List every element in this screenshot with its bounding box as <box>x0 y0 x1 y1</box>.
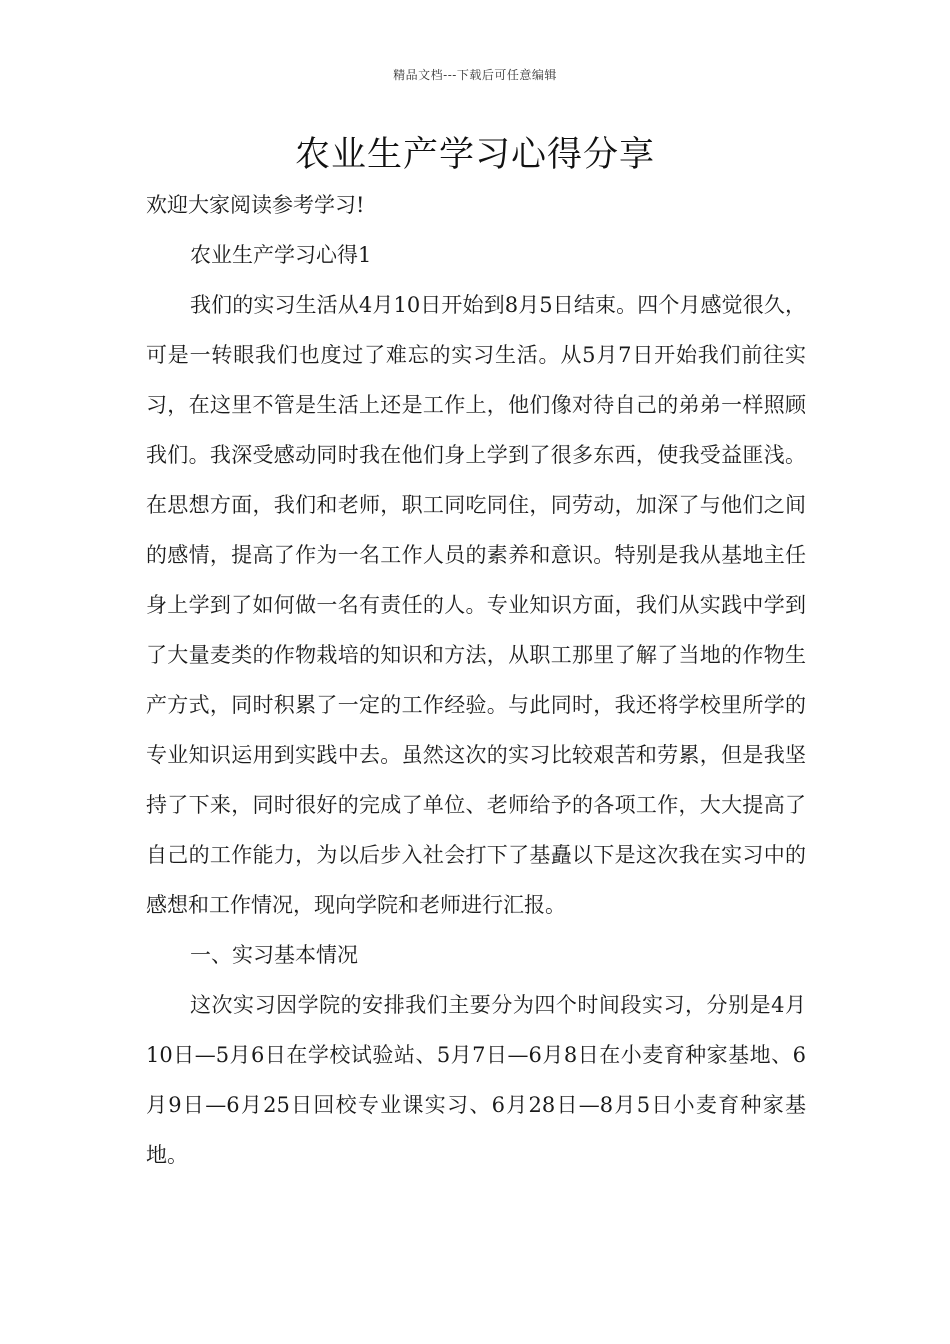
body-paragraph: 这次实习因学院的安排我们主要分为四个时间段实习，分别是4月10日—5月6日在学校试验站、5月7日—6月8日在小麦育种家基地、6月9日—6月25日回校专业课实习、6月28日—8月5日小麦育种家基地。 <box>146 993 806 1167</box>
section-heading: 一、实习基本情况 <box>190 943 358 967</box>
greeting-paragraph: 欢迎大家阅读参考学习! <box>146 193 365 217</box>
subtitle-paragraph: 农业生产学习心得1 <box>190 243 372 267</box>
page-header: 精品文档---下载后可任意编辑 <box>393 68 557 82</box>
body-paragraph: 我们的实习生活从4月10日开始到8月5日结束。四个月感觉很久，可是一转眼我们也度过了难忘的实习生活。从5月7日开始我们前往实习，在这里不管是生活上还是工作上，他们像对待自己的弟弟一样照顾我们。我深受感动同时我在他们身上学到了很多东西，使我受益匪浅。在思想方面，我们和老师，职工同吃同住，同劳动，加深了与他们之间的感情，提高了作为一名工作人员的素养和意识。特别是我从基地主任身上学到了如何做一名有责任的人。专业知识方面，我们从实践中学到了大量麦类的作物栽培的知识和方法，从职工那里了解了当地的作物生产方式，同时积累了一定的工作经验。与此同时，我还将学校里所学的专业知识运用到实践中去。虽然这次的实习比较艰苦和劳累，但是我坚持了下来，同时很好的完成了单位、老师给予的各项工作，大大提高了自己的工作能力，为以后步入社会打下了基矗以下是这次我在实习中的感想和工作情况，现向学院和老师进行汇报。 <box>146 293 806 917</box>
document-title: 农业生产学习心得分享 <box>294 135 655 175</box>
document-body <box>146 180 806 1180</box>
